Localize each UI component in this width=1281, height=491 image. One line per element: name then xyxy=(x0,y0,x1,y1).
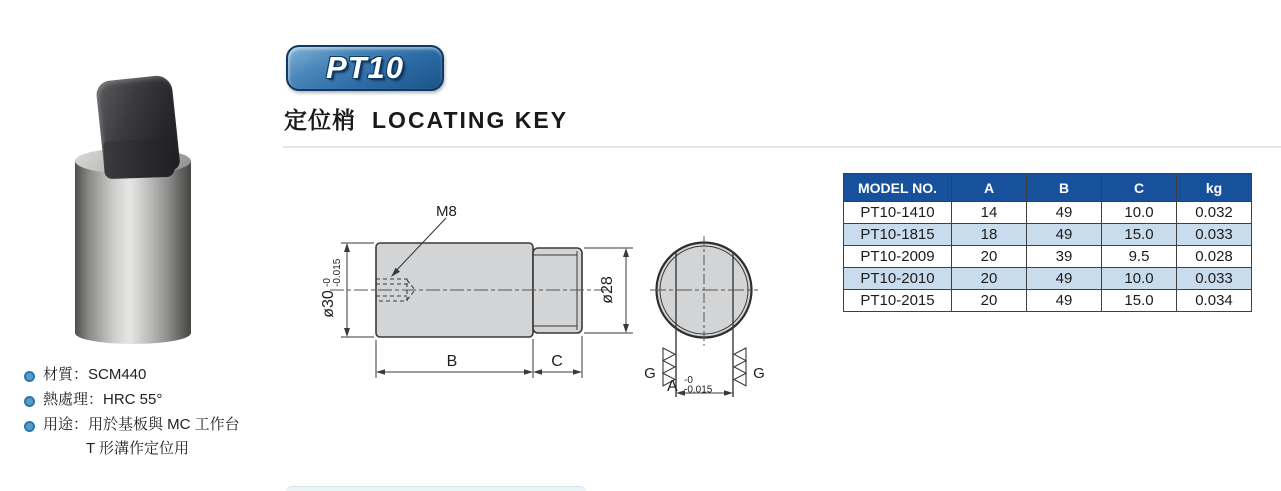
table-row xyxy=(844,246,1252,268)
col-header-kg: kg xyxy=(1177,174,1252,202)
photo-key-front-face xyxy=(103,139,174,179)
cell-b: 49 xyxy=(1027,268,1102,290)
col-header-b: B xyxy=(1027,174,1102,202)
cell-b: 49 xyxy=(1027,202,1102,224)
grind-label-right: G xyxy=(753,365,765,382)
cell-b: 39 xyxy=(1027,246,1102,268)
cell-c: 10.0 xyxy=(1102,202,1177,224)
page-title xyxy=(284,102,568,135)
divider-line xyxy=(283,146,1281,148)
cell-model: PT10-2010 xyxy=(844,268,952,290)
cell-a: 18 xyxy=(952,224,1027,246)
note-material xyxy=(24,366,240,384)
col-header-model: MODEL NO. xyxy=(844,174,952,202)
grind-label-left: G xyxy=(644,365,656,382)
dim-a-label: A xyxy=(667,378,678,395)
notes-list xyxy=(24,366,240,458)
cell-kg: 0.033 xyxy=(1177,224,1252,246)
next-section-edge xyxy=(286,486,586,491)
cell-kg: 0.034 xyxy=(1177,290,1252,312)
page-title-en: LOCATING KEY xyxy=(372,107,569,133)
bullet-icon xyxy=(24,371,35,382)
thread-label: M8 xyxy=(436,203,457,220)
cell-c: 15.0 xyxy=(1102,290,1177,312)
col-header-c: C xyxy=(1102,174,1177,202)
dim-a-tol-upper: -0 xyxy=(684,375,693,386)
table-row xyxy=(844,224,1252,246)
dim-c-label: C xyxy=(551,353,563,370)
cell-kg: 0.028 xyxy=(1177,246,1252,268)
bullet-icon xyxy=(24,421,35,432)
cell-model: PT10-2009 xyxy=(844,246,952,268)
table-row xyxy=(844,202,1252,224)
note-usage xyxy=(24,416,240,434)
technical-drawing xyxy=(320,170,800,410)
cell-kg: 0.032 xyxy=(1177,202,1252,224)
dia-body-tol-lower: -0.015 xyxy=(332,258,343,287)
spec-table xyxy=(843,173,1252,312)
note-heat-treatment-text: 熱處理：HRC 55° xyxy=(43,391,163,408)
model-badge-label: PT10 xyxy=(325,50,405,85)
product-photo xyxy=(60,62,220,354)
table-row xyxy=(844,290,1252,312)
page-title-zh: 定位梢 xyxy=(284,107,356,133)
grind-mark-right-icon xyxy=(734,348,746,386)
cell-model: PT10-1410 xyxy=(844,202,952,224)
cell-a: 14 xyxy=(952,202,1027,224)
cell-a: 20 xyxy=(952,290,1027,312)
cell-b: 49 xyxy=(1027,290,1102,312)
dia-key-label: ø28 xyxy=(599,276,616,304)
cell-model: PT10-1815 xyxy=(844,224,952,246)
note-usage-continuation: T 形溝作定位用 xyxy=(86,440,190,457)
table-row xyxy=(844,268,1252,290)
model-badge xyxy=(286,45,444,91)
col-header-a: A xyxy=(952,174,1027,202)
cell-c: 15.0 xyxy=(1102,224,1177,246)
cell-c: 9.5 xyxy=(1102,246,1177,268)
cell-a: 20 xyxy=(952,268,1027,290)
cell-b: 49 xyxy=(1027,224,1102,246)
bullet-icon xyxy=(24,396,35,407)
note-heat-treatment xyxy=(24,391,240,409)
dim-b-label: B xyxy=(446,353,458,370)
cell-c: 10.0 xyxy=(1102,268,1177,290)
photo-cylinder-body xyxy=(75,160,191,344)
note-material-text: 材質：SCM440 xyxy=(43,366,147,383)
cell-kg: 0.033 xyxy=(1177,268,1252,290)
note-usage-text: 用途：用於基板與 MC 工作台 xyxy=(43,416,240,433)
dia-body-label: ø30 xyxy=(320,290,337,318)
cell-model: PT10-2015 xyxy=(844,290,952,312)
table-header-row xyxy=(844,174,1252,202)
dia-body-tol-upper: -0 xyxy=(322,278,333,287)
dim-a-tol-lower: -0.015 xyxy=(684,384,713,396)
cell-a: 20 xyxy=(952,246,1027,268)
